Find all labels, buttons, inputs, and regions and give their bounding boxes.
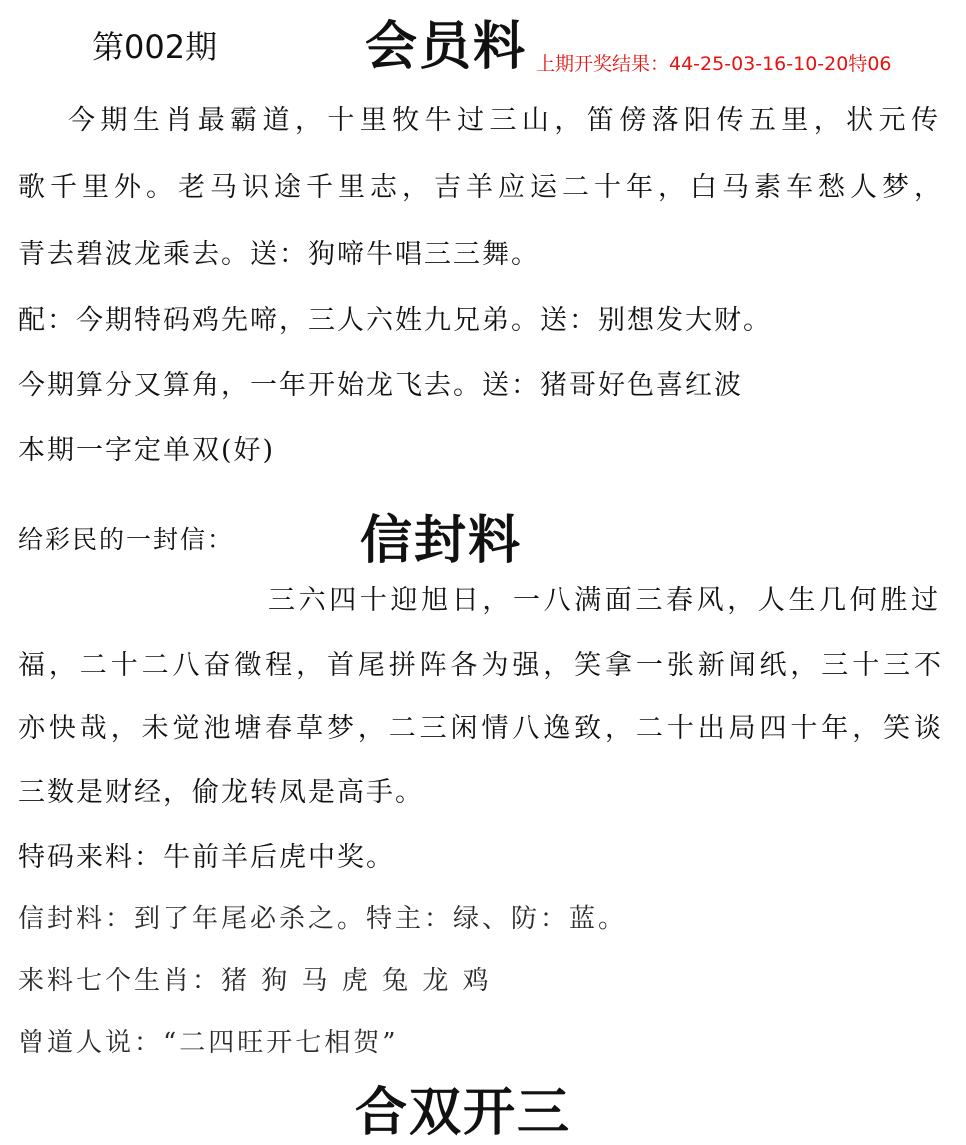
taoist-saying: 曾道人说：“二四旺开七相贺” [18, 1028, 399, 1058]
envelope-line-2: 福，二十二八奋徵程，首尾拼阵各为强，笑拿一张新闻纸，三十三不 [18, 650, 943, 681]
envelope-note: 信封料：到了年尾必杀之。特主：绿、防：蓝。 [18, 904, 628, 934]
envelope-line-4: 三数是财经，偷龙转凤是高手。 [18, 777, 424, 808]
envelope-line-3: 亦快哉，未觉池塘春草梦，二三闲情八逸致，二十出局四十年，笑谈 [18, 713, 943, 744]
seven-zodiacs: 来料七个生肖：猪 狗 马 虎 兔 龙 鸡 [18, 966, 492, 996]
member-line-2: 歌千里外。老马识途千里志，吉羊应运二十年，白马素车愁人梦， [18, 172, 943, 203]
member-title: 会员料 [365, 16, 528, 77]
member-line-1: 今期生肖最霸道，十里牧牛过三山，笛傍落阳传五里，状元传 [68, 105, 940, 136]
envelope-line-1: 三六四十迎旭日，一八满面三春风，人生几何胜过 [268, 585, 940, 616]
special-code: 特码来料：牛前羊后虎中奖。 [18, 842, 395, 873]
member-line-4: 配：今期特码鸡先啼，三人六姓九兄弟。送：别想发大财。 [18, 305, 772, 336]
last-result: 上期开奖结果：44-25-03-16-10-20特06 [536, 53, 892, 75]
member-line-3: 青去碧波龙乘去。送：狗啼牛唱三三舞。 [18, 239, 540, 270]
footer-title: 合双开三 [355, 1082, 572, 1143]
member-line-6: 本期一字定单双(好) [18, 435, 276, 466]
issue-number: 第002期 [92, 28, 218, 66]
member-line-5: 今期算分又算角，一年开始龙飞去。送：猪哥好色喜红波 [18, 370, 743, 401]
envelope-intro: 给彩民的一封信： [18, 525, 235, 554]
envelope-title: 信封料 [360, 510, 523, 571]
